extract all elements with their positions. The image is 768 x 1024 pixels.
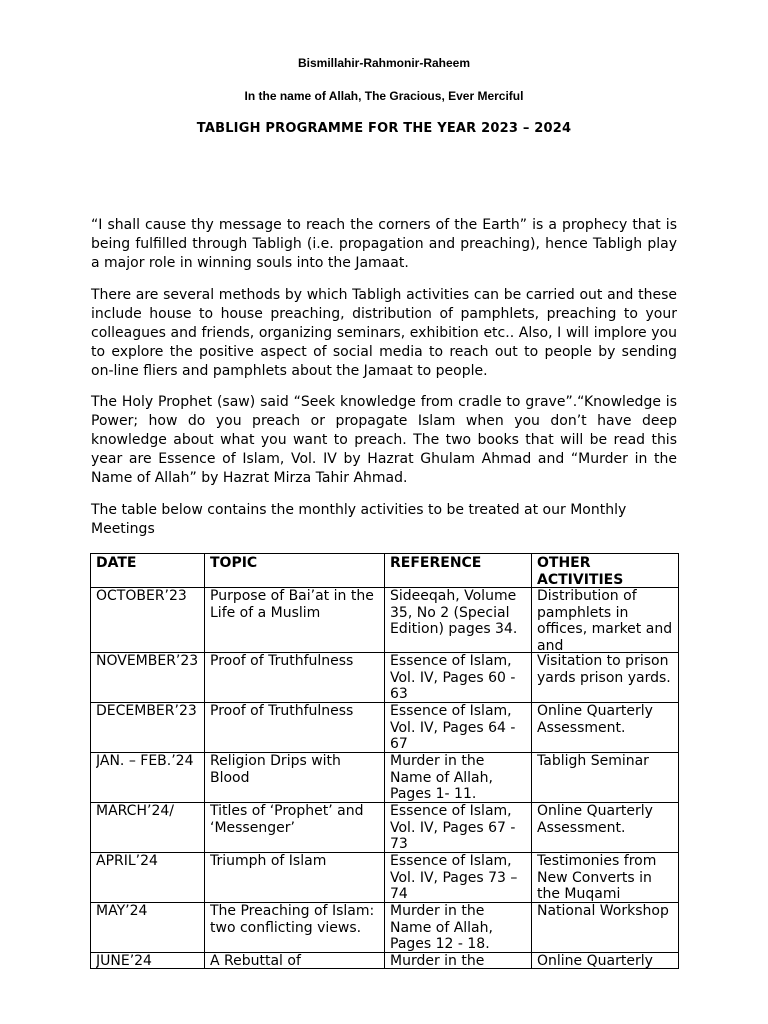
table-row: [91, 903, 679, 953]
cell-other-activities: Visitation to prison yards prison yards.: [532, 653, 679, 703]
column-header-date: DATE: [91, 554, 205, 588]
cell-date: MAY’24: [91, 903, 205, 953]
table-row: [91, 953, 679, 969]
cell-topic: The Preaching of Islam: two conflicting views.: [205, 903, 385, 953]
cell-date: JUNE’24: [91, 953, 205, 969]
page-title: TABLIGH PROGRAMME FOR THE YEAR 2023 – 2024: [196, 121, 572, 136]
cell-reference: Murder in the Name of Allah, Pages 1- 11.: [385, 753, 532, 803]
cell-date: OCTOBER’23: [91, 588, 205, 653]
cell-other-activities: National Workshop: [532, 903, 679, 953]
cell-date: JAN. – FEB.’24: [91, 753, 205, 803]
cell-date: NOVEMBER’23: [91, 653, 205, 703]
table-intro-paragraph: The table below contains the monthly activities to be treated at our Monthly Meetings: [91, 502, 627, 537]
cell-other-activities: Online Quarterly Assessment.: [532, 703, 679, 753]
table-row: [91, 753, 679, 803]
table-row: [91, 853, 679, 903]
column-header-other-activities: OTHER ACTIVITIES: [532, 554, 679, 588]
cell-other-activities: Testimonies from New Converts in the Muqami: [532, 853, 679, 903]
cell-other-activities: Online Quarterly Assessment.: [532, 803, 679, 853]
cell-reference: Essence of Islam, Vol. IV, Pages 67 - 73: [385, 803, 532, 853]
table-row: [91, 588, 679, 653]
intro-paragraph: “I shall cause thy message to reach the corners of the Earth” is a prophecy that is being fulfilled through Tabligh (i.e. propagation and preaching), hence Tabligh play a major role in winning souls into the Jamaat.: [91, 217, 677, 271]
table-row: [91, 803, 679, 853]
methods-paragraph: There are several methods by which Tabligh activities can be carried out and these include house to house preaching, distribution of pamphlets, preaching to your colleagues and friends, organizing seminars, exhibition etc.. Also, I will implore you to explore the positive aspect of social media to reach out to people by sending on-line fliers and pamphlets about the Jamaat to people.: [91, 287, 677, 379]
cell-topic: Proof of Truthfulness: [205, 703, 385, 753]
cell-topic: Purpose of Bai’at in the Life of a Muslim: [205, 588, 385, 653]
cell-date: DECEMBER’23: [91, 703, 205, 753]
cell-reference: Essence of Islam, Vol. IV, Pages 60 - 63: [385, 653, 532, 703]
table-row: [91, 703, 679, 753]
cell-topic: Triumph of Islam: [205, 853, 385, 903]
cell-reference: Murder in the Name of Allah, Pages 12 - 18.: [385, 903, 532, 953]
column-header-reference: REFERENCE: [385, 554, 532, 588]
bismillah-heading: Bismillahir-Rahmonir-Raheem: [297, 56, 471, 70]
cell-topic: Proof of Truthfulness: [205, 653, 385, 703]
cell-reference: Murder in the: [385, 953, 532, 969]
table-header-row: [91, 554, 679, 588]
monthly-activities-table: [90, 553, 679, 969]
cell-reference: Sideeqah, Volume 35, No 2 (Special Edition) pages 34.: [385, 588, 532, 653]
cell-other-activities: Tabligh Seminar: [532, 753, 679, 803]
cell-reference: Essence of Islam, Vol. IV, Pages 64 - 67: [385, 703, 532, 753]
cell-other-activities: Distribution of pamphlets in offices, market and and: [532, 588, 679, 653]
column-header-topic: TOPIC: [205, 554, 385, 588]
knowledge-paragraph: The Holy Prophet (saw) said “Seek knowledge from cradle to grave”.“Knowledge is Power; how do you preach or propagate Islam when you don’t have deep knowledge about what you want to preach. The two books that will be read this year are Essence of Islam, Vol. IV by Hazrat Ghulam Ahmad and “Murder in the Name of Allah” by Hazrat Mirza Tahir Ahmad.: [91, 394, 677, 486]
table-row: [91, 653, 679, 703]
cell-other-activities: Online Quarterly: [532, 953, 679, 969]
cell-date: MARCH’24/: [91, 803, 205, 853]
cell-date: APRIL’24: [91, 853, 205, 903]
cell-topic: Titles of ‘Prophet’ and ‘Messenger’: [205, 803, 385, 853]
cell-reference: Essence of Islam, Vol. IV, Pages 73 – 74: [385, 853, 532, 903]
invocation-heading: In the name of Allah, The Gracious, Ever Merciful: [244, 89, 524, 103]
cell-topic: A Rebuttal of: [205, 953, 385, 969]
cell-topic: Religion Drips with Blood: [205, 753, 385, 803]
